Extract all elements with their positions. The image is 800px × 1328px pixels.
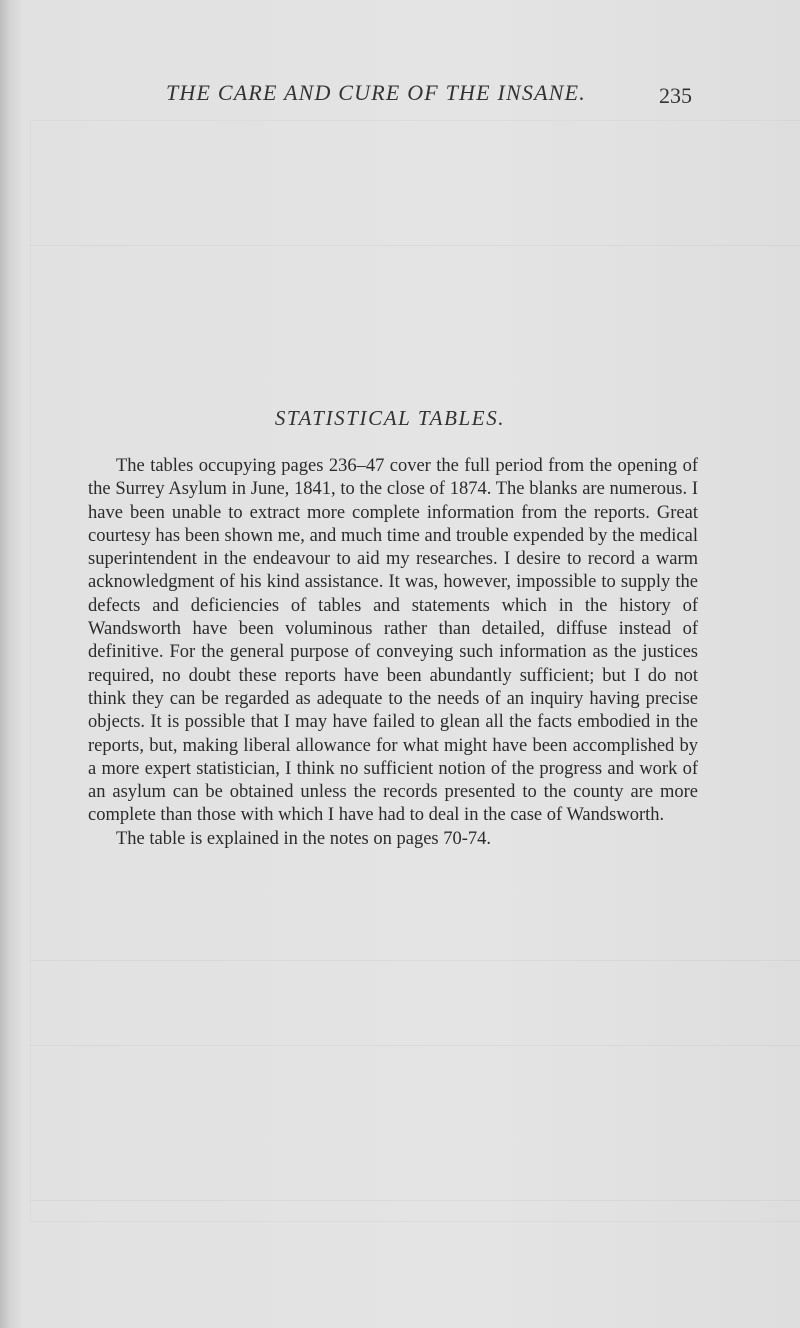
paragraph-1: The tables occupying pages 236–47 cover the full period from the opening of the Surrey Asylum in June, 1841, to the close of 1874. The blanks are numerous. I have been unable to extract more complete information from the reports. Great courtesy has been shown me, and much time and trouble expended by the medical superintendent in the endeavour to aid my researches. I desire to record a warm acknowledgment of his kind assistance. It was, however, impossible to supply the defects and deficiencies of tables and statements which in the history of Wandsworth have been voluminous rather than detailed, diffuse instead of definitive. For the general purpose of conveying such information as the justices required, no doubt these reports have been abundantly sufficient; but I do not think they can be regarded as adequate to the needs of an inquiry having precise objects. It is possible that I may have failed to glean all the facts embodied in the reports, but, making liberal allowance for what might have been accomplished by a more expert statistician, I think no sufficient notion of the progress and work of an asylum can be obtained unless the records presented to the county are more complete than those with which I have had to deal in the case of Wandsworth. — [88, 456, 698, 826]
bleed-through-line — [30, 960, 800, 961]
bleed-through-line — [30, 245, 800, 246]
section-heading: STATISTICAL TABLES. — [274, 406, 506, 430]
body-text — [88, 455, 698, 851]
running-title: THE CARE AND CURE OF THE INSANE. — [166, 80, 586, 105]
bleed-through-line — [30, 1045, 800, 1046]
page-number: 235 — [659, 83, 692, 108]
bleed-through-line — [30, 1200, 800, 1201]
paragraph-2: The table is explained in the notes on pages 70-74. — [116, 828, 492, 849]
